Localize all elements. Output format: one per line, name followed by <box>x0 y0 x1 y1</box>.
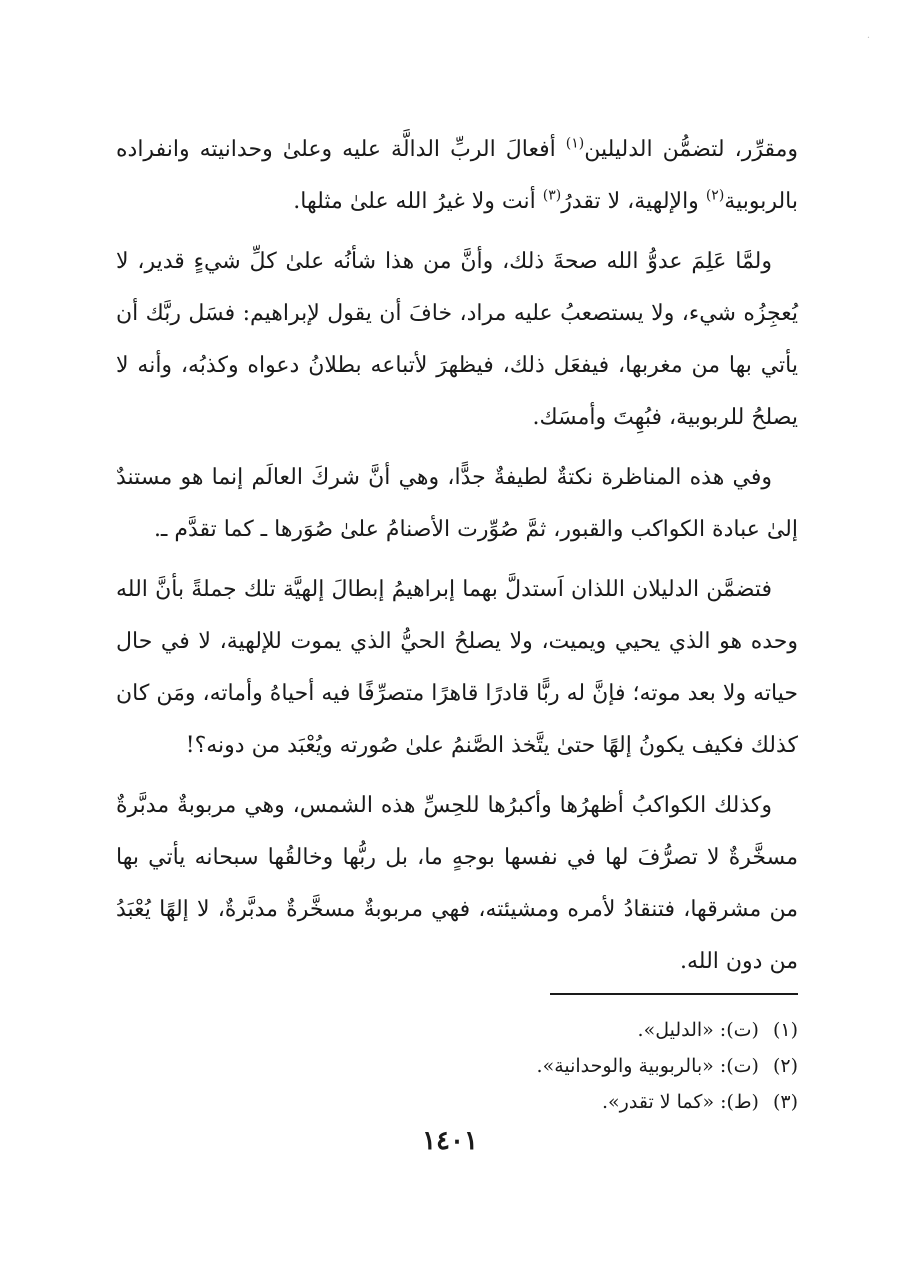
paragraph-1-segment: والإلهية، لا تقدرُ <box>561 189 706 214</box>
footnote-ref-1[interactable]: (١) <box>565 135 585 152</box>
main-text <box>116 124 798 996</box>
footnote-text: (ط): «كما لا تقدر». <box>602 1091 759 1113</box>
footnote-text: (ت): «الدليل». <box>637 1019 759 1041</box>
footnote-text: (ت): «بالربوبية والوحدانية». <box>536 1055 759 1077</box>
paragraph-4: فتضمَّن الدليلان اللذان اَستدلَّ بهما إبراهيمُ إبطالَ إلهيَّة تلك جملةً بأنَّ الله وحده هو الذي يحيي ويميت، ولا يصلحُ الحيُّ الذي يموت للإلهية، لا في حال حياته ولا بعد موته؛ فإنَّ له ربًّا قادرًا قاهرًا متصرِّفًا فيه أحياهُ وأماته، ومَن كان كذلك فكيف يكونُ إلهًا حتىٰ يتَّخذ الصَّنمُ علىٰ صُورته ويُعْبَد من دونه؟! <box>116 577 798 758</box>
footnote-number: (٢) <box>772 1055 798 1077</box>
paragraph-5: وكذلك الكواكبُ أظهرُها وأكبرُها للحِسِّ هذه الشمس، وهي مربوبةٌ مدبَّرةٌ مسخَّرةٌ لا تصرُّفَ لها في نفسها بوجهٍ ما، بل ربُّها وخالقُها سبحانه يأتي بها من مشرقها، فتنقادُ لأمره ومشيئته، فهي مربوبةٌ مسخَّرةٌ مدبَّرةٌ، لا إلهًا يُعْبَدُ من دون الله. <box>116 793 798 974</box>
paragraph-2: ولمَّا عَلِمَ عدوُّ الله صحةَ ذلك، وأنَّ من هذا شأنُه علىٰ كلِّ شيءٍ قدير، لا يُعجِزُه شيء، ولا يستصعبُ عليه مراد، خافَ أن يقول لإبراهيم: فسَل ربَّك أن يأتي بها من مغربها، فيفعَل ذلك، فيظهرَ لأتباعه بطلانُ دعواه وكذبُه، وأنه لا يصلحُ للربوبية، فبُهِتَ وأمسَك. <box>116 249 798 430</box>
page-number: ١٤٠١ <box>422 1126 478 1156</box>
footnote-ref-2[interactable]: (٢) <box>705 187 725 204</box>
corner-mark: . <box>866 30 870 41</box>
footnote-number: (٣) <box>772 1091 798 1113</box>
footnote-3 <box>298 1084 798 1120</box>
footnote-2 <box>298 1048 798 1084</box>
footnote-divider <box>550 993 798 995</box>
paragraph-1 <box>116 124 798 228</box>
footnote-number: (١) <box>772 1019 798 1041</box>
paragraph-1-segment: أفعالَ الربِّ الدالَّة عليه وعلىٰ وحدانيته وانفراده بالربوبية <box>116 137 798 214</box>
footnotes <box>298 1012 798 1120</box>
footnote-ref-3[interactable]: (٣) <box>542 187 562 204</box>
paragraph-3: وفي هذه المناظرة نكتةٌ لطيفةٌ جدًّا، وهي أنَّ شركَ العالَم إنما هو مستندٌ إلىٰ عبادة الكواكب والقبور، ثمَّ صُوِّرت الأصنامُ علىٰ صُوَرها ـ كما تقدَّم ـ. <box>116 465 798 542</box>
paragraph-1-segment: أنت ولا غيرُ الله علىٰ مثلها. <box>293 189 543 214</box>
paragraph-1-segment: ومقرِّر، لتضمُّن الدليلين <box>584 137 798 162</box>
footnote-1 <box>298 1012 798 1048</box>
